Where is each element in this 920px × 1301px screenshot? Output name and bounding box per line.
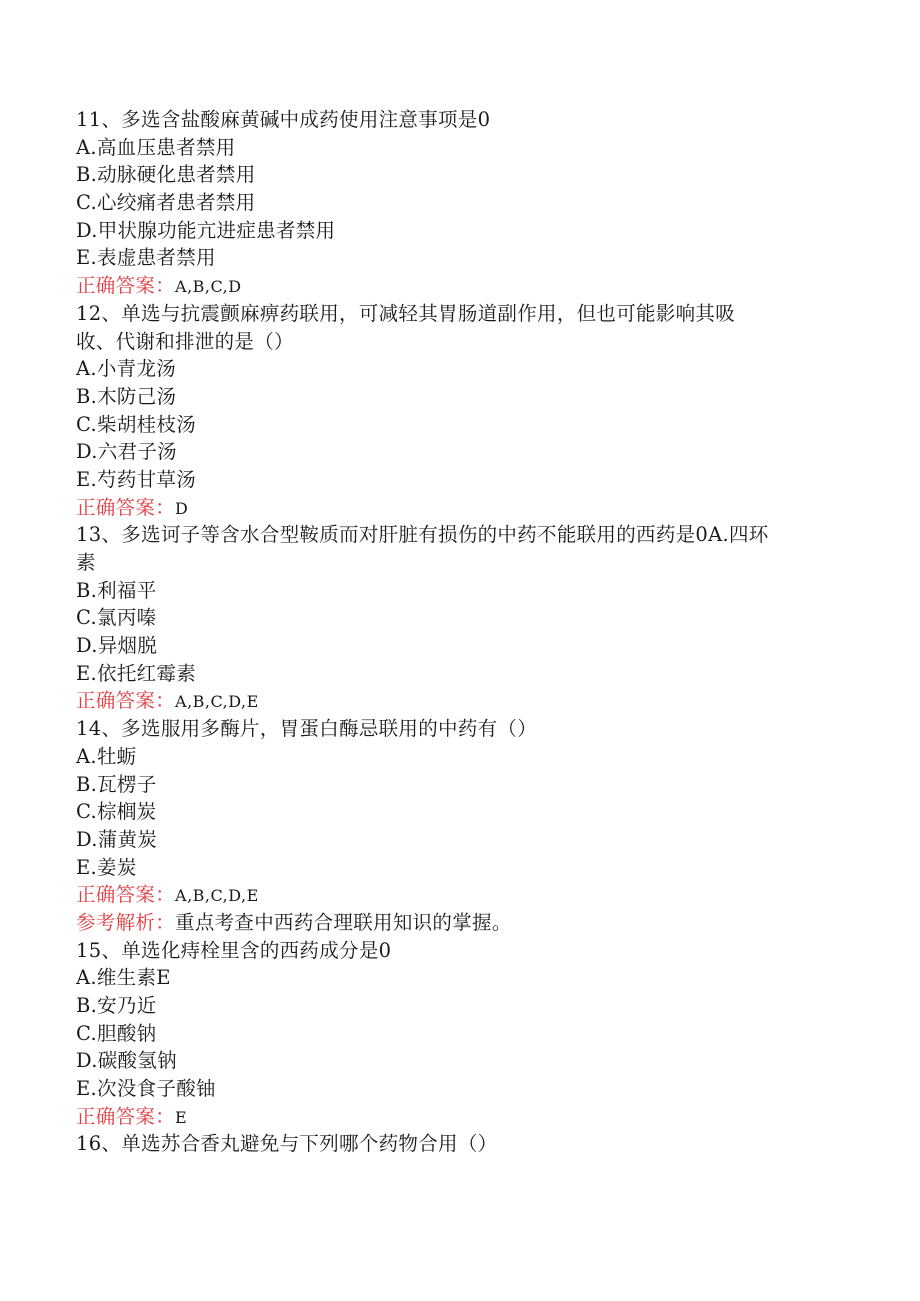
question-16-stem: 16、单选苏合香丸避免与下列哪个药物合用（） xyxy=(76,1132,498,1156)
answer-label: 正确答案： xyxy=(76,274,176,298)
question-13-option-b: B.利福平 xyxy=(76,578,157,602)
analysis-text: 重点考查中西药合理联用知识的掌握。 xyxy=(175,910,512,934)
question-14-option-e: E.姜炭 xyxy=(76,855,137,879)
question-12-stem-line-2: 收、代谢和排泄的是（） xyxy=(76,329,294,353)
question-13-stem-line-1: 13、多选诃子等含水合型鞍质而对肝脏有损伤的中药不能联用的西药是0A.四环 xyxy=(76,523,769,547)
question-14-option-b: B.瓦楞子 xyxy=(76,772,157,796)
document-page xyxy=(76,106,836,1158)
question-15-answer xyxy=(76,1103,836,1131)
question-14-analysis xyxy=(76,909,836,937)
question-14-answer xyxy=(76,881,836,909)
answer-value: D xyxy=(175,498,189,518)
answer-label: 正确答案： xyxy=(76,689,176,713)
question-12-answer xyxy=(76,494,836,522)
question-14-option-a: A.牡蛎 xyxy=(76,744,137,768)
question-12-option-c: C.柴胡桂枝汤 xyxy=(76,412,197,436)
question-12-option-d: D.六君子汤 xyxy=(76,440,177,464)
answer-value: A,B,C,D,E xyxy=(175,886,259,906)
question-15-option-c: C.胆酸钠 xyxy=(76,1021,157,1045)
question-12-option-a: A.小青龙汤 xyxy=(76,357,177,381)
question-15-option-a: A.维生素E xyxy=(76,966,171,990)
question-11-stem: 11、多选含盐酸麻黄碱中成药使用注意事项是0 xyxy=(76,108,491,131)
answer-label: 正确答案： xyxy=(76,495,176,519)
question-13-option-c: C.氯丙嗪 xyxy=(76,606,157,630)
question-15-option-e: E.次没食子酸铀 xyxy=(76,1077,216,1101)
question-12-option-b: B.木防己汤 xyxy=(76,384,177,408)
question-11-option-d: D.甲状腺功能亢进症患者禁用 xyxy=(76,218,336,242)
question-13-answer xyxy=(76,687,836,715)
answer-label: 正确答案： xyxy=(76,1104,176,1128)
question-15-option-b: B.安乃近 xyxy=(76,994,157,1017)
question-11-answer xyxy=(76,272,836,300)
answer-value: E xyxy=(175,1107,188,1127)
question-13-option-d: D.异烟脱 xyxy=(76,634,158,658)
question-14-option-d: D.蒲黄炭 xyxy=(76,827,158,851)
question-14-option-c: C.棕榈炭 xyxy=(76,800,157,824)
question-11-option-c: C.心绞痛者患者禁用 xyxy=(76,191,256,215)
answer-value: A,B,C,D xyxy=(175,277,242,297)
answer-label: 正确答案： xyxy=(76,883,176,907)
question-12-option-e: E.芍药甘草汤 xyxy=(76,467,197,491)
question-14-stem: 14、多选服用多酶片，胃蛋白酶忌联用的中药有（） xyxy=(76,717,538,741)
question-13-option-e: E.依托红霉素 xyxy=(76,661,197,685)
question-11-option-a: A.高血压患者禁用 xyxy=(76,135,236,159)
question-15-stem: 15、单选化痔栓里含的西药成分是0 xyxy=(76,938,392,962)
answer-value: A,B,C,D,E xyxy=(175,692,259,712)
question-12-stem-line-1: 12、单选与抗震颤麻痹药联用，可减轻其胃肠道副作用，但也可能影响其吸 xyxy=(76,301,736,325)
question-11-option-b: B.动脉硬化患者禁用 xyxy=(76,163,256,187)
question-15-option-d: D.碳酸氢钠 xyxy=(76,1049,177,1073)
analysis-label: 参考解析： xyxy=(76,910,176,934)
question-13-stem-line-2: 素 xyxy=(76,551,96,574)
question-11-option-e: E.表虚患者禁用 xyxy=(76,246,216,270)
